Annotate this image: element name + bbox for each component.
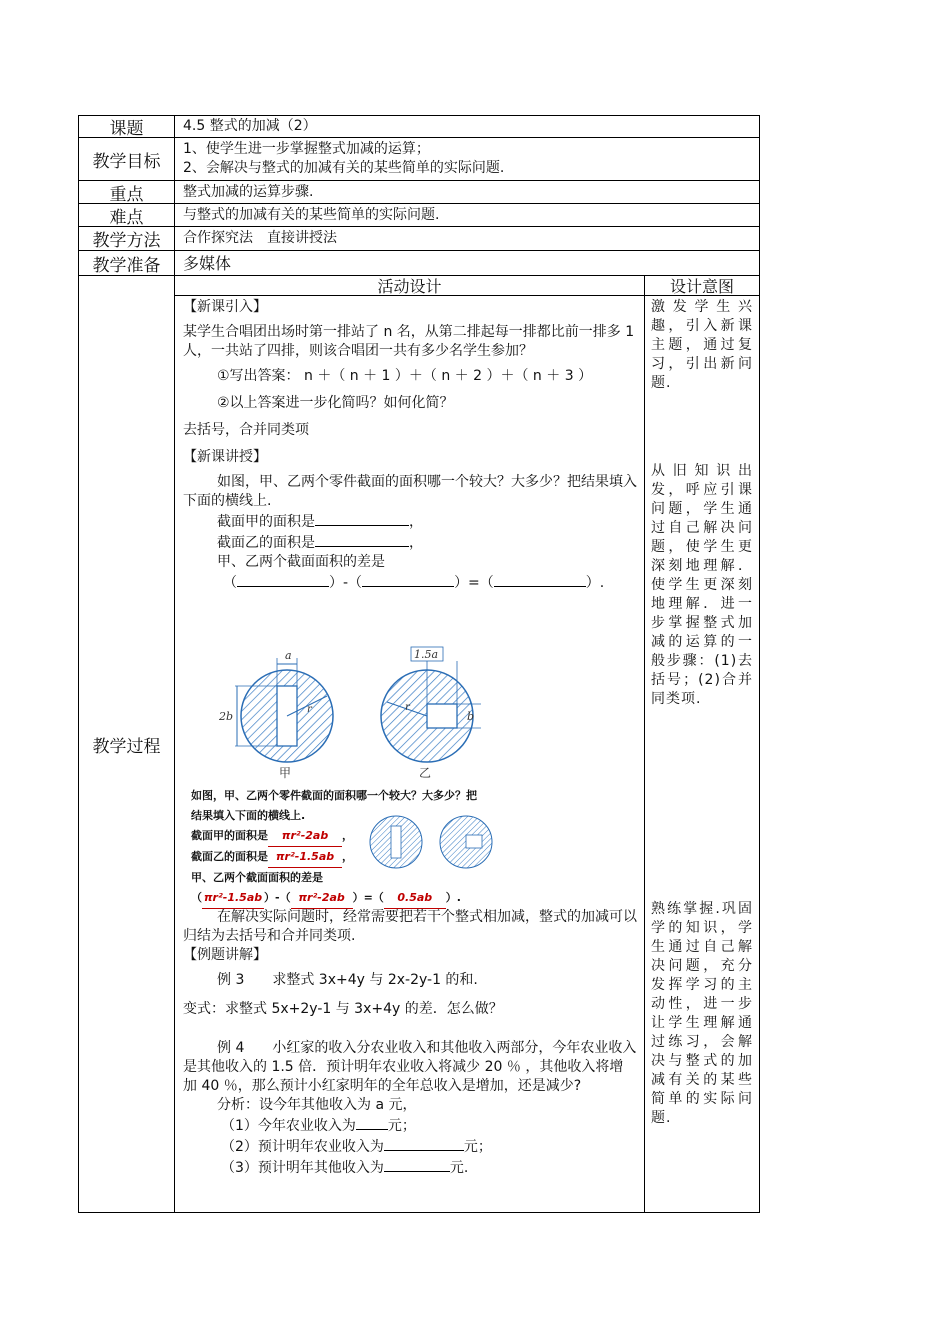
label-jia: 甲	[279, 766, 292, 779]
diff-label: 甲、乙两个截面面积的差是	[217, 554, 385, 570]
area-b-label: 截面乙的面积是	[217, 535, 315, 551]
step-1: （1）今年农业收入为 元；	[183, 1115, 637, 1136]
key-label: 重点	[79, 181, 175, 203]
label-1-5a: 1.5a	[414, 648, 439, 661]
step-2: （2）预计明年农业收入为 元；	[183, 1136, 637, 1157]
ans-a: 截面甲的面积是 πr²-2ab ，	[191, 826, 641, 847]
step-2-label: （2）预计明年农业收入为	[221, 1139, 384, 1155]
process-label: 教学过程	[79, 276, 175, 1212]
blank	[362, 572, 454, 587]
step-1-label: （1）今年农业收入为	[221, 1118, 356, 1134]
intro-heading: 【新课引入】	[183, 299, 267, 315]
intent-3: 熟练掌握.巩固学的知识，学生通过自己解决问题，充分发挥学习的主动性，进一步让学生理解通过练习，会解决与整式的加减有关的某些简单的实际问题.	[651, 901, 753, 1126]
goal-label: 教学目标	[79, 138, 175, 180]
example-heading: 【例题讲解】	[183, 947, 267, 963]
prep-label: 教学准备	[79, 251, 175, 275]
intro-q2-answer: 去括号，合并同类项	[183, 422, 309, 438]
example-4: 例 4 小红家的收入分农业收入和其他收入两部分，今年农业收入是其他收入的 1.5 倍．预计明年农业收入将减少 20 ％ ，其他收入将增加 40 ％，那么预计小红家明年的全年总收入是增加，还是减少?	[183, 1040, 637, 1094]
label-2b: 2b	[219, 710, 234, 723]
yuan: 元	[463, 1139, 478, 1155]
method-value: 合作探究法 直接讲授法	[183, 230, 337, 246]
activity-content	[183, 298, 637, 593]
label-r-yi: r	[405, 702, 410, 713]
ans-line1: 如图，甲、乙两个零件截面的面积哪一个较大？大多少？把	[191, 789, 477, 802]
intent-1: 激发学生兴趣，引入新课主题，通过复习，引出新问题.	[651, 299, 753, 391]
label-b: b	[467, 710, 475, 723]
step-3-label: （3）预计明年其他收入为	[221, 1160, 384, 1176]
small-rect-yi	[466, 835, 482, 848]
difficulty-label: 难点	[79, 204, 175, 226]
goal-line-1: 1、使学生进一步掌握整式加减的运算；	[183, 141, 430, 157]
yuan: 元	[387, 1118, 402, 1134]
diff-blanks: （ ）-（ ）=（ ）.	[183, 572, 637, 593]
activity-header: 活动设计	[175, 276, 644, 296]
teach-problem: 如图，甲、乙两个零件截面的面积哪一个较大？大多少？把结果填入下面的横线上.	[183, 474, 637, 509]
intent-header: 设计意图	[645, 276, 759, 296]
label-yi: 乙	[419, 766, 432, 779]
row-topic	[79, 116, 759, 138]
row-prep	[79, 251, 759, 276]
ans-d1: πr²-1.5ab	[202, 888, 264, 909]
answer-figure	[361, 804, 501, 874]
row-difficulty	[79, 204, 759, 227]
area-b-line: 截面乙的面积是 ，	[183, 532, 637, 553]
blank	[315, 511, 409, 526]
topic-label: 课题	[79, 116, 175, 137]
blank	[356, 1115, 388, 1130]
blank	[315, 532, 409, 547]
ans-d3: 0.5ab	[384, 888, 446, 909]
step-3: （3）预计明年其他收入为 元.	[183, 1157, 637, 1178]
intro-q1: ①写出答案： n ＋（ n ＋ 1 ）＋（ n ＋ 2 ）＋（ n ＋ 3 ）	[217, 368, 593, 384]
goal-line-2: 2、会解决与整式的加减有关的某些简单的实际问题.	[183, 160, 505, 176]
row-goal	[79, 138, 759, 181]
difficulty-value: 与整式的加减有关的某些简单的实际问题.	[183, 206, 440, 223]
ans-a-label: 截面甲的面积是	[191, 829, 268, 842]
area-a-label: 截面甲的面积是	[217, 514, 315, 530]
label-a: a	[285, 649, 292, 662]
prep-value: 多媒体	[183, 253, 232, 273]
intro-problem: 某学生合唱团出场时第一排站了 n 名，从第二排起每一排都比前一排多 1 人，一共站了四排，则该合唱团一共有多少名学生参加？	[183, 324, 635, 359]
example-3: 例 3 求整式 3x+4y 与 2x-2y-1 的和.	[217, 972, 478, 988]
analysis: 分析：设今年其他收入为 a 元，	[217, 1097, 417, 1113]
lesson-plan-table	[78, 115, 760, 1213]
row-key	[79, 181, 759, 204]
topic-value: 4.5 整式的加减（2）	[183, 118, 317, 134]
area-a-line: 截面甲的面积是 ，	[183, 511, 637, 532]
summary: 在解决实际问题时，经常需要把若干个整式相加减，整式的加减可以归结为去括号和合并同类项.	[183, 909, 637, 944]
variant: 变式：求整式 5x+2y-1 与 3x+4y 的差．怎么做？	[183, 1001, 503, 1017]
intent-2: 从旧知识出发，呼应引课问题，学生通过自己解决问题，使学生更深刻地理解．使学生更深刻地理解．进一步掌握整式加减的运算的一般步骤：(1)去括号；(2)合并同类项.	[651, 463, 753, 707]
ans-d2: πr²-2ab	[291, 888, 353, 909]
method-label: 教学方法	[79, 227, 175, 250]
key-value: 整式加减的运算步骤.	[183, 183, 314, 200]
column-divider	[644, 276, 645, 1212]
small-rect-jia	[391, 826, 401, 858]
blank	[384, 1157, 450, 1172]
row-method	[79, 227, 759, 251]
intro-q2: ②以上答案进一步化简吗？如何化简？	[217, 395, 454, 411]
ans-b-value: πr²-1.5ab	[268, 847, 342, 868]
blank	[494, 572, 586, 587]
ans-d-label: 甲、乙两个截面面积的差是	[191, 871, 323, 884]
blank	[384, 1136, 464, 1151]
yuan: 元	[449, 1160, 464, 1176]
blank	[237, 572, 329, 587]
ans-line2: 结果填入下面的横线上.	[191, 809, 306, 822]
goal-value	[183, 138, 755, 180]
activity-content-2	[183, 908, 637, 1178]
section-figure	[215, 644, 485, 779]
rect-yi	[427, 704, 457, 728]
ans-b: 截面乙的面积是 πr²-1.5ab ，	[191, 847, 641, 868]
teach-heading: 【新课讲授】	[183, 449, 267, 465]
label-r-jia: r	[307, 704, 312, 715]
ans-a-value: πr²-2ab	[268, 826, 342, 847]
ans-b-label: 截面乙的面积是	[191, 850, 268, 863]
ans-d: （ πr²-1.5ab ）-（ πr²-2ab ）=（ 0.5ab ）.	[191, 888, 641, 909]
